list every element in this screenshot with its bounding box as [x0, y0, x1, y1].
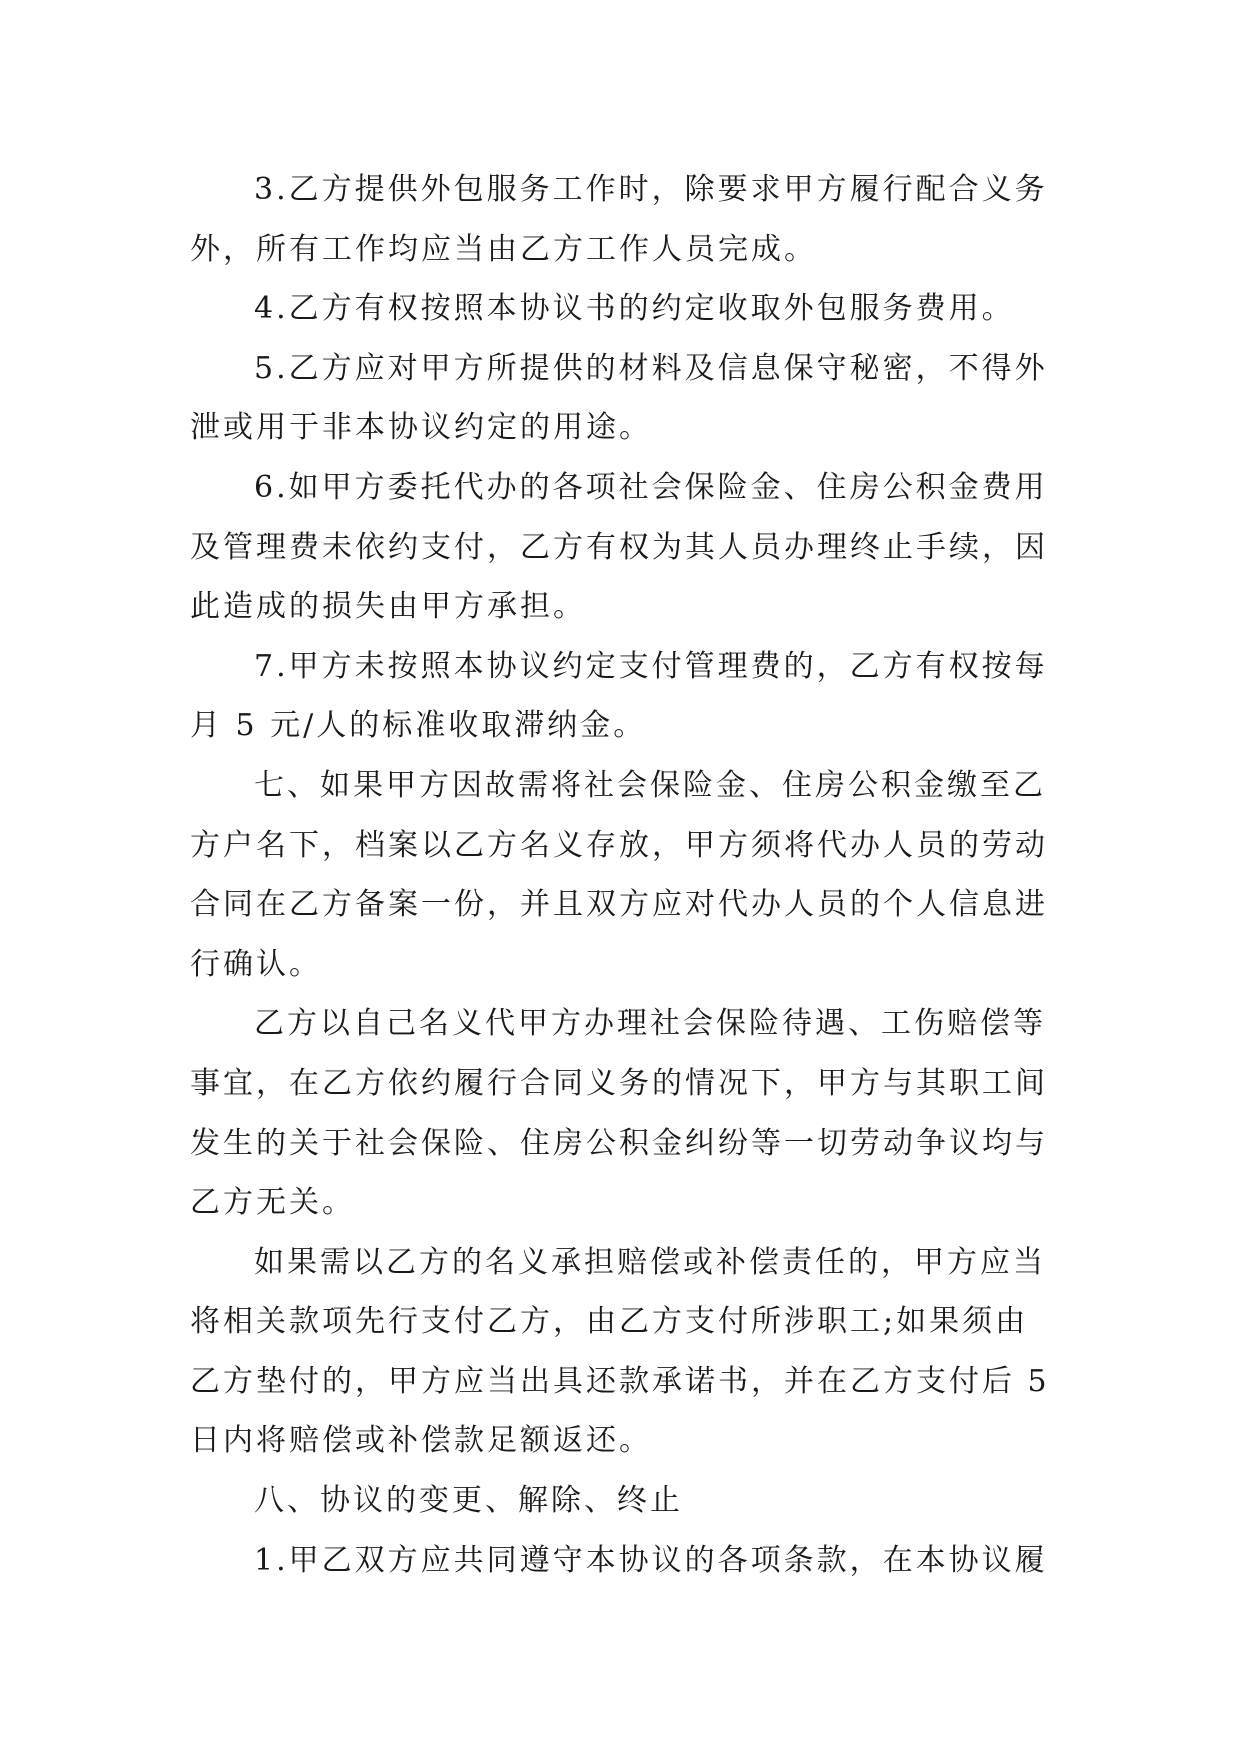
- text-line: 3.乙方提供外包服务工作时，除要求甲方履行配合义务: [254, 172, 1048, 207]
- text-line: 七、如果甲方因故需将社会保险金、住房公积金缴至乙: [254, 767, 1046, 803]
- text-line: 4.乙方有权按照本协议书的约定收取外包服务费用。: [254, 291, 1015, 327]
- text-line: 行确认。: [190, 946, 322, 982]
- text-line: 日内将赔偿或补偿款足额返还。: [190, 1423, 652, 1459]
- document-body: [190, 160, 1050, 1590]
- text-line: 5.乙方应对甲方所提供的材料及信息保守秘密，不得外: [254, 350, 1048, 386]
- text-line: 如果需以乙方的名义承担赔偿或补偿责任的，甲方应当: [254, 1244, 1046, 1280]
- text-line: 合同在乙方备案一份，并且双方应对代办人员的个人信息进: [190, 887, 1048, 923]
- text-line: 此造成的损失由甲方承担。: [190, 589, 586, 625]
- text-line: 1.甲乙双方应共同遵守本协议的各项条款，在本协议履: [254, 1542, 1048, 1578]
- text-line: 6.如甲方委托代办的各项社会保险金、住房公积金费用: [254, 469, 1048, 505]
- text-line: 月 5 元/人的标准收取滞纳金。: [190, 708, 647, 744]
- text-line: 泄或用于非本协议约定的用途。: [190, 410, 652, 446]
- text-line: 八、协议的变更、解除、终止: [254, 1483, 683, 1519]
- text-line: 外，所有工作均应当由乙方工作人员完成。: [190, 231, 817, 267]
- text-line: 乙方无关。: [190, 1185, 355, 1221]
- text-line: 事宜，在乙方依约履行合同义务的情况下，甲方与其职工间: [190, 1065, 1048, 1101]
- text-line: 方户名下，档案以乙方名义存放，甲方须将代办人员的劳动: [190, 827, 1048, 863]
- text-line: 及管理费未依约支付，乙方有权为其人员办理终止手续，因: [190, 529, 1048, 565]
- text-line: 乙方以自己名义代甲方办理社会保险待遇、工伤赔偿等: [254, 1006, 1046, 1042]
- text-line: 7.甲方未按照本协议约定支付管理费的，乙方有权按每: [254, 648, 1048, 684]
- text-line: 将相关款项先行支付乙方，由乙方支付所涉职工;如果须由: [190, 1304, 1029, 1340]
- text-line: 发生的关于社会保险、住房公积金纠纷等一切劳动争议均与: [190, 1125, 1048, 1161]
- text-line: 乙方垫付的，甲方应当出具还款承诺书，并在乙方支付后 5: [190, 1363, 1050, 1399]
